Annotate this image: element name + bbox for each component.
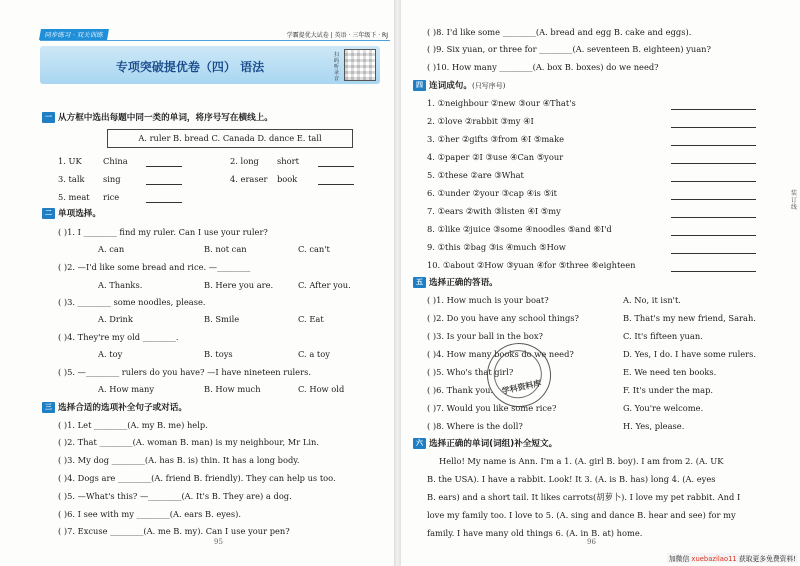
answer-option: E. We need ten books.: [623, 367, 717, 377]
passage-line: B. the USA). I have a rabbit. Look! It 3. (A. is B. has) long 4. (A. eyes: [427, 474, 716, 484]
question: ( )4. How many books do we need?: [427, 349, 574, 359]
section-1-heading: [42, 112, 273, 124]
section-title: 选择合适的选项补全句子或对话。: [58, 403, 187, 413]
vocab-word: book: [277, 174, 298, 184]
section-title: 连词成句。: [429, 81, 472, 91]
answer-option: G. You're welcome.: [623, 403, 704, 413]
question: ( )4. They're my old ________.: [58, 332, 179, 342]
jumbled-words: 4. ①paper ②I ③use ④Can ⑤your: [427, 152, 564, 162]
answer-line[interactable]: [671, 108, 756, 110]
section-number: 三: [42, 402, 55, 413]
jumbled-words: 5. ①these ②are ③What: [427, 170, 524, 180]
answer-line[interactable]: [671, 216, 756, 218]
vocab-word: 5. meat: [58, 192, 90, 202]
option[interactable]: B. How much: [204, 384, 261, 394]
answer-line[interactable]: [146, 201, 182, 203]
section-6-heading: [413, 438, 557, 450]
answer-line[interactable]: [146, 183, 182, 185]
watermark-suffix: 获取更多免费资料!: [736, 555, 796, 563]
answer-option: C. It's fifteen yuan.: [623, 331, 703, 341]
jumbled-words: 2. ①love ②rabbit ③my ④I: [427, 116, 534, 126]
answer-line[interactable]: [318, 165, 354, 167]
title-banner: [40, 46, 380, 84]
jumbled-words: 6. ①under ②your ③cap ④is ⑤it: [427, 188, 557, 198]
vocab-word: 4. eraser: [230, 174, 268, 184]
answer-line[interactable]: [146, 165, 182, 167]
vocab-word: short: [277, 156, 299, 166]
watermark: [667, 553, 798, 563]
right-page: [401, 0, 800, 566]
option[interactable]: A. Thanks.: [98, 280, 143, 290]
section-number: 六: [413, 438, 426, 449]
option[interactable]: A. toy: [98, 349, 123, 359]
page-title: 专项突破提优卷（四） 语法: [115, 60, 265, 74]
section-2-heading: [42, 208, 101, 220]
question: ( )3. ________ some noodles, please.: [58, 297, 206, 307]
answer-line[interactable]: [671, 270, 756, 272]
question: ( )6. I see with my ________(A. ears B. eyes).: [58, 509, 241, 519]
question: ( )1. I ________ find my ruler. Can I use your ruler?: [58, 227, 268, 237]
answer-line[interactable]: [671, 144, 756, 146]
option[interactable]: B. not can: [204, 244, 247, 254]
section-5-heading: [413, 277, 498, 289]
section-4-heading: [413, 80, 505, 92]
section-number: 一: [42, 112, 55, 123]
question: ( )2. —I'd like some bread and rice. —________: [58, 262, 251, 272]
jumbled-words: 9. ①this ②bag ③is ④much ⑤How: [427, 242, 566, 252]
question: ( )7. Would you like some rice?: [427, 403, 557, 413]
qr-code-icon[interactable]: [344, 49, 376, 81]
vocab-word: 2. long: [230, 156, 259, 166]
binding-line-note: 装 订 线: [791, 190, 798, 211]
option[interactable]: C. can't: [298, 244, 330, 254]
option[interactable]: A. Drink: [98, 314, 133, 324]
section-number: 五: [413, 277, 426, 288]
option[interactable]: B. Here you are.: [204, 280, 274, 290]
question: ( )10. How many ________(A. box B. boxes) do we need?: [427, 62, 659, 72]
word-box-text: A. ruler B. bread C. Canada D. dance E. tall: [138, 133, 322, 143]
jumbled-words: 3. ①her ②gifts ③from ④I ⑤make: [427, 134, 565, 144]
section-note: (只写序号): [471, 82, 506, 90]
vocab-word: rice: [103, 192, 120, 202]
answer-line[interactable]: [318, 183, 354, 185]
passage-line: love my family too. I love to 5. (A. sing and dance B. hear and see) for my: [427, 510, 736, 520]
option[interactable]: A. can: [98, 244, 125, 254]
option[interactable]: A. How many: [98, 384, 155, 394]
answer-option: D. Yes, I do. I have some rulers.: [623, 349, 757, 359]
section-number: 二: [42, 208, 55, 219]
question: ( )7. Excuse ________(A. me B. my). Can I use your pen?: [58, 526, 290, 536]
qr-label: 扫码听录音: [334, 52, 340, 82]
question: ( )1. Let ________(A. my B. me) help.: [58, 420, 208, 430]
answer-line[interactable]: [671, 162, 756, 164]
option[interactable]: C. Eat: [298, 314, 324, 324]
passage-line: B. ears) and a short tail. It likes carrots(胡萝卜). I love my pet rabbit. And I: [427, 492, 741, 502]
left-page: [0, 0, 394, 566]
answer-option: B. That's my new friend, Sarah.: [623, 313, 756, 323]
answer-line[interactable]: [671, 198, 756, 200]
option[interactable]: B. Smile: [204, 314, 240, 324]
book-spine: [394, 0, 401, 566]
passage-line: Hello! My name is Ann. I'm a 1. (A. girl B. boy). I am from 2. (A. UK: [439, 456, 724, 466]
question: ( )4. Dogs are ________(A. friend B. friendly). They can help us too.: [58, 473, 336, 483]
option[interactable]: C. a toy: [298, 349, 330, 359]
jumbled-words: 10. ①about ②How ③yuan ④for ⑤three ⑥eighteen: [427, 260, 636, 270]
section-title: 单项选择。: [58, 209, 101, 219]
question: ( )1. How much is your boat?: [427, 295, 549, 305]
question: ( )5. —What's this? —________(A. It's B. They are) a dog.: [58, 491, 292, 501]
passage-line: family. I have many old things 6. (A. in B. at) home.: [427, 528, 643, 538]
question: ( )5. —________ rulers do you have? —I have nineteen rulers.: [58, 367, 311, 377]
option[interactable]: C. How old: [298, 384, 345, 394]
top-tag: 同步练习 · 双关训练: [39, 29, 109, 40]
question: ( )2. That ________(A. woman B. man) is my neighbour, Mr Lin.: [58, 437, 319, 447]
question: ( )8. I'd like some ________(A. bread and egg B. cake and eggs).: [427, 27, 692, 37]
header-series: 学霸提优大试卷 | 英语 · 三年级下 · RJ: [286, 32, 388, 39]
section-title: 选择正确的答语。: [429, 278, 498, 288]
question: ( )9. Six yuan, or three for ________(A. seventeen B. eighteen) yuan?: [427, 44, 711, 54]
watermark-id: xuebazilao11: [691, 555, 737, 563]
vocab-word: 3. talk: [58, 174, 85, 184]
question: ( )8. Where is the doll?: [427, 421, 523, 431]
header-rule: [40, 40, 390, 41]
question: ( )2. Do you have any school things?: [427, 313, 579, 323]
question: ( )3. Is your ball in the box?: [427, 331, 543, 341]
page-number: 95: [214, 538, 223, 546]
option[interactable]: B. toys: [204, 349, 233, 359]
section-number: 四: [413, 80, 426, 91]
page-number: 96: [587, 538, 596, 546]
question: ( )5. Who's that girl?: [427, 367, 514, 377]
answer-line[interactable]: [671, 180, 756, 182]
jumbled-words: 8. ①like ②juice ③some ④noodles ⑤and ⑥I'd: [427, 224, 612, 234]
question: ( )6. Thank you.: [427, 385, 494, 395]
answer-option: H. Yes, please.: [623, 421, 685, 431]
answer-option: A. No, it isn't.: [623, 295, 681, 305]
answer-option: F. It's under the map.: [623, 385, 714, 395]
word-box: [107, 129, 353, 148]
stamp-text: 学科资料库: [500, 377, 543, 396]
vocab-word: China: [103, 156, 128, 166]
vocab-word: 1. UK: [58, 156, 82, 166]
question: ( )3. My dog ________(A. has B. is) thin. It has a long body.: [58, 455, 300, 465]
section-title: 选择正确的单词(词组)补全短文。: [429, 439, 558, 449]
option[interactable]: C. After you.: [298, 280, 351, 290]
watermark-prefix: 加微信: [668, 555, 692, 563]
answer-line[interactable]: [671, 126, 756, 128]
answer-line[interactable]: [671, 234, 756, 236]
jumbled-words: 7. ①ears ②with ③listen ④I ⑤my: [427, 206, 561, 216]
section-title: 从方框中选出每题中同一类的单词，将序号写在横线上。: [58, 113, 273, 123]
section-3-heading: [42, 402, 187, 414]
jumbled-words: 1. ①neighbour ②new ③our ④That's: [427, 98, 576, 108]
vocab-word: sing: [103, 174, 121, 184]
answer-line[interactable]: [671, 252, 756, 254]
